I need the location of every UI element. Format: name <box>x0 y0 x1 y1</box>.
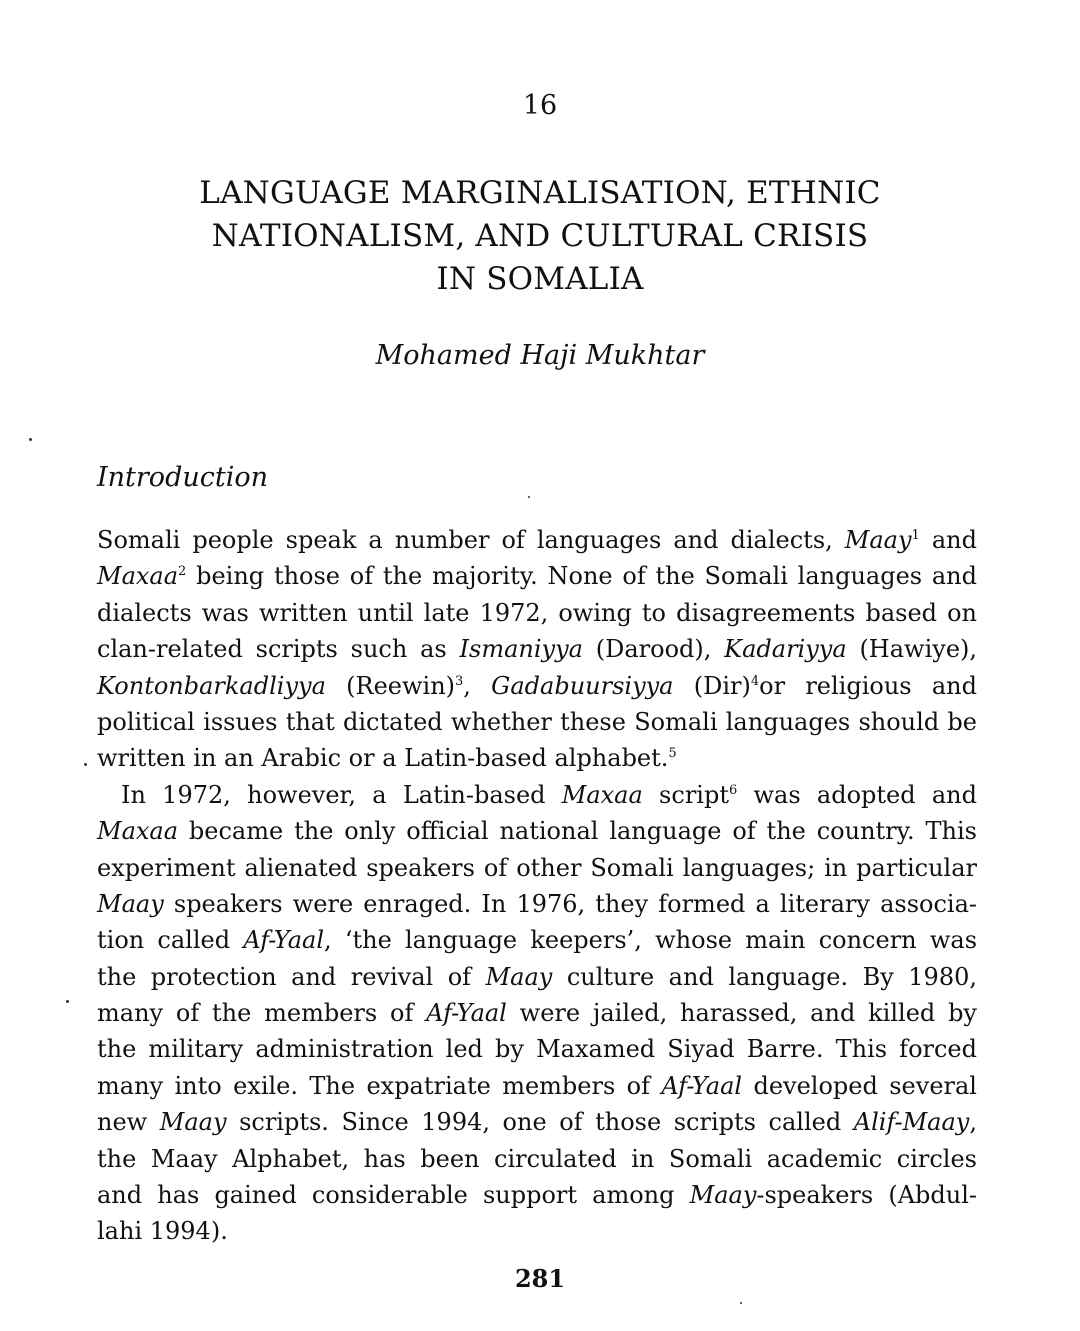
scan-speck <box>528 496 530 498</box>
footnote-marker: 5 <box>668 746 677 762</box>
footnote-marker: 4 <box>750 673 760 689</box>
text-line: many of the members of Af-Yaal were jailed, harassed, and killed by <box>97 999 977 1028</box>
section-heading: Introduction <box>97 462 268 493</box>
body-text <box>97 522 977 1250</box>
chapter-title-line: IN SOMALIA <box>436 261 644 297</box>
text-line: many into exile. The expatriate members of Af-Yaal developed several <box>97 1071 977 1100</box>
footnote-marker: 3 <box>455 673 464 689</box>
text-line: experiment alienated speakers of other Somali languages; in particular <box>97 853 977 882</box>
text-line: Maxaa$^2$ being those of the majority. None of the Somali languages and <box>97 562 977 591</box>
text-line: Maxaa became the only official national language of the country. This <box>97 817 977 846</box>
text-line: the military administration led by Maxamed Siyad Barre. This forced <box>97 1035 977 1064</box>
text-line: In 1972, however, a Latin-based Maxaa script$^6$ was adopted and <box>121 780 977 809</box>
text-line: new Maay scripts. Since 1994, one of those scripts called Alif-Maay, <box>97 1108 977 1137</box>
footnote-marker: 2 <box>178 564 187 580</box>
page-number: 281 <box>514 1264 566 1293</box>
chapter-title-line: NATIONALISM, AND CULTURAL CRISIS <box>211 218 869 254</box>
text-line: and has gained considerable support among Maay-speakers (Abdul- <box>97 1181 977 1210</box>
scan-speck <box>66 1000 69 1003</box>
scan-speck <box>84 763 87 766</box>
chapter-title <box>0 172 1080 301</box>
text-line: lahi 1994). <box>97 1217 228 1246</box>
footnote-marker: 6 <box>728 782 738 798</box>
text-line: clan-related scripts such as Ismaniyya (Darood), Kadariyya (Hawiye), <box>97 635 978 664</box>
chapter-title-line: LANGUAGE MARGINALISATION, ETHNIC <box>199 175 881 211</box>
text-line: the protection and revival of Maay culture and language. By 1980, <box>97 962 977 991</box>
text-line: Kontonbarkadliyya (Reewin)$^3$, Gadabuursiyya (Dir)$^4$or religious and <box>97 671 977 700</box>
text-line: the Maay Alphabet, has been circulated in Somali academic circles <box>97 1144 977 1173</box>
footnote-marker: 1 <box>911 528 920 543</box>
scan-speck <box>29 438 32 441</box>
text-line: written in an Arabic or a Latin-based alphabet.$^5$ <box>97 744 677 773</box>
scan-speck <box>740 1302 742 1304</box>
text-line: tion called Af-Yaal, ‘the language keepers’, whose main concern was <box>97 926 978 955</box>
text-line: dialects was written until late 1972, owing to disagreements based on <box>97 598 977 627</box>
author-name: Mohamed Haji Mukhtar <box>375 340 705 371</box>
text-line: Maay speakers were enraged. In 1976, they formed a literary associa- <box>97 889 977 918</box>
text-line: Somali people speak a number of languages and dialects, Maay$^1$ and <box>97 526 977 554</box>
chapter-number: 16 <box>522 90 558 121</box>
text-line: political issues that dictated whether these Somali languages should be <box>97 707 977 736</box>
